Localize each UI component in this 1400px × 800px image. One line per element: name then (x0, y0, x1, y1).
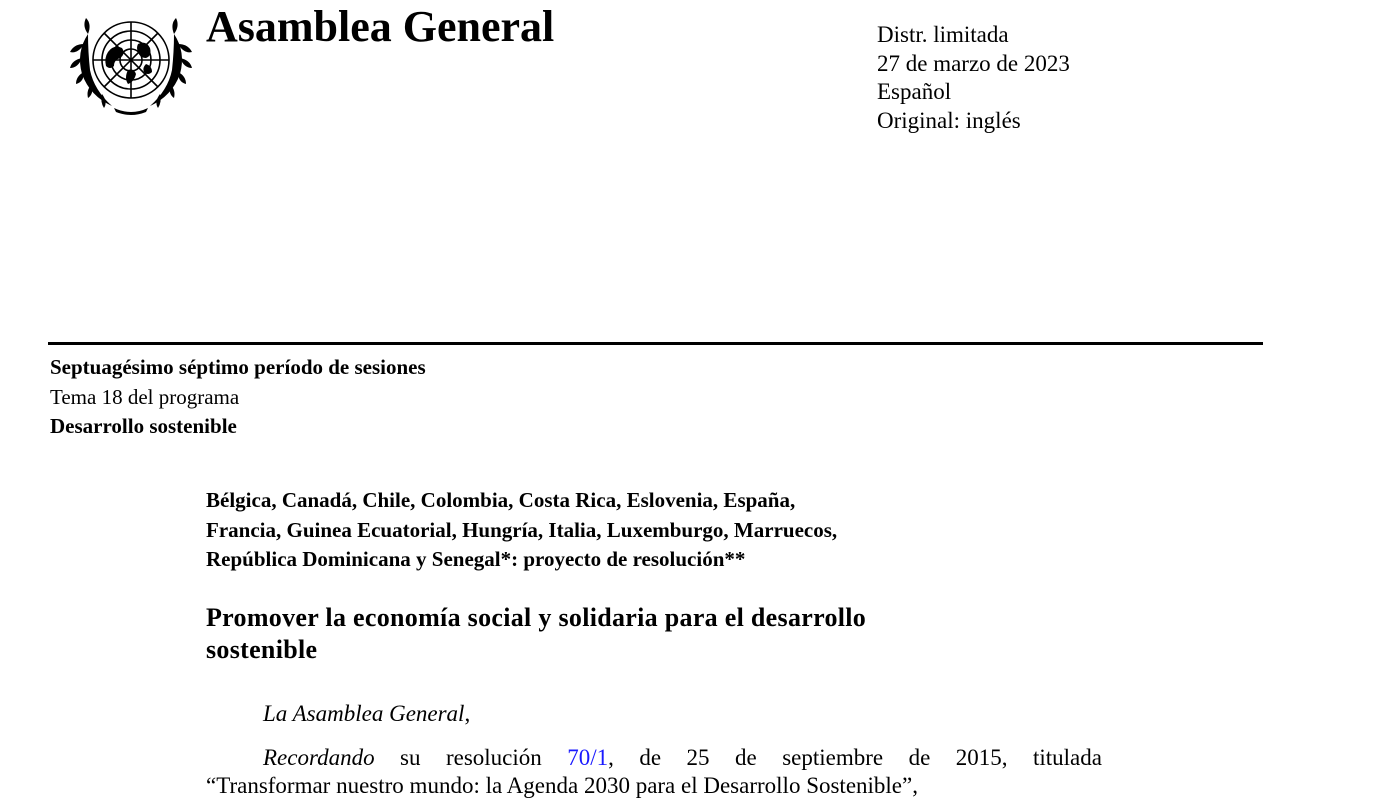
recalling-word: de (639, 745, 662, 770)
agenda-item: Tema 18 del programa (50, 384, 240, 409)
recalling-word: de (908, 745, 931, 770)
recalling-word: , (608, 745, 614, 770)
distribution-block (877, 21, 1070, 135)
sponsors-line: Bélgica, Canadá, Chile, Colombia, Costa Rica, Eslovenia, España, (206, 488, 796, 512)
document-date: 27 de marzo de 2023 (877, 50, 1070, 76)
agenda-title: Desarrollo sostenible (50, 414, 237, 438)
recalling-word: septiembre (782, 745, 884, 770)
session-info (50, 353, 426, 442)
assembly-intro-paragraph (206, 700, 1102, 728)
resolution-70-1-link[interactable]: 70/1 (567, 745, 609, 770)
resolution-title (206, 602, 866, 666)
resolution-title-line: Promover la economía social y solidaria para el desarrollo (206, 603, 867, 632)
resolution-title-line: sostenible (206, 635, 318, 664)
sponsors-line: Francia, Guinea Ecuatorial, Hungría, Italia, Luxemburgo, Marruecos, (206, 517, 838, 542)
document-language: Español (877, 79, 952, 104)
un-emblem-icon (58, 4, 204, 122)
header-divider (48, 342, 1263, 345)
sponsors-block (206, 486, 837, 575)
recalling-word: resolución (445, 745, 542, 770)
assembly-intro: La Asamblea General (263, 701, 465, 726)
recalling-word: 25 (686, 745, 710, 770)
recalling-word: titulada (1032, 745, 1102, 770)
recalling-line-1 (206, 744, 1102, 772)
organ-title: Asamblea General (206, 2, 555, 51)
original-language: Original: inglés (877, 107, 1021, 133)
recalling-word: de (735, 745, 757, 770)
recalling-word: 2015, (955, 745, 1008, 770)
resolution-link-group (567, 744, 614, 772)
assembly-intro-punctuation: , (464, 701, 471, 726)
recalling-verb: Recordando (263, 745, 375, 770)
distribution-status: Distr. limitada (877, 22, 1009, 47)
sponsors-line: República Dominicana y Senegal*: proyecto de resolución** (206, 547, 746, 571)
recalling-paragraph (206, 744, 1102, 800)
recalling-line-2: “Transformar nuestro mundo: la Agenda 2030 para el Desarrollo Sostenible”, (206, 773, 918, 798)
recalling-word: su (400, 745, 421, 770)
session-name: Septuagésimo séptimo período de sesiones (50, 355, 426, 379)
